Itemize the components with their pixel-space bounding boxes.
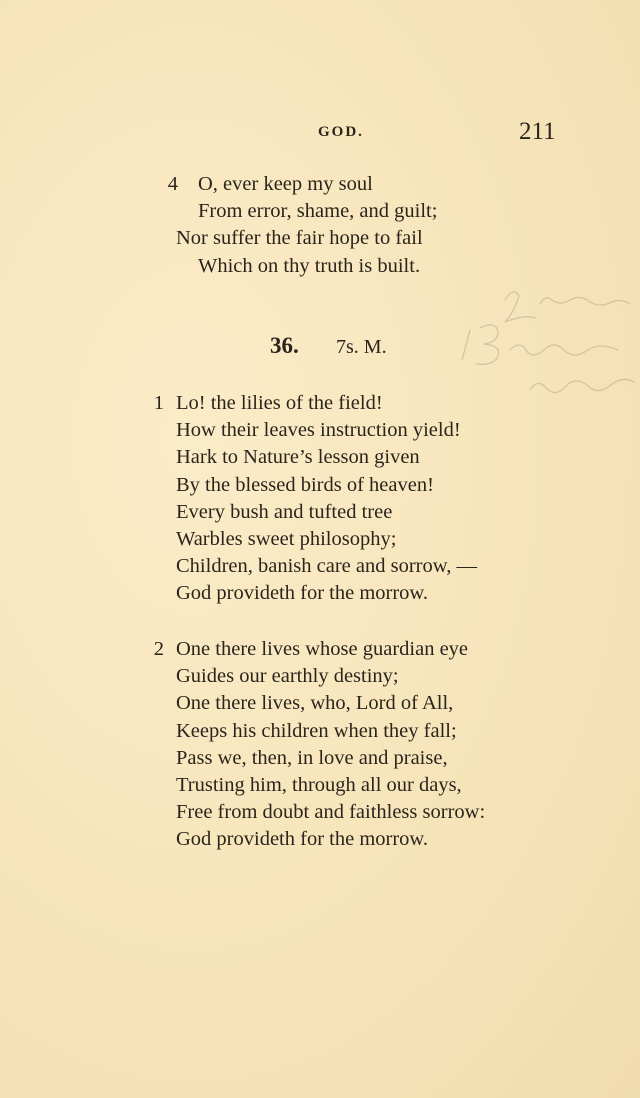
verse-line: 1 Lo! the lilies of the field!: [0, 390, 640, 417]
stanza-number: 2: [153, 638, 164, 660]
verse-line: From error, shame, and guilt;: [198, 200, 438, 223]
stanza-2: [0, 636, 640, 854]
verse-line: Pass we, then, in love and praise,: [176, 746, 448, 769]
verse-line: 2 One there lives whose guardian eye: [0, 636, 640, 663]
verse-line: Children, banish care and sorrow, —: [176, 555, 477, 578]
verse-line: How their leaves instruction yield!: [176, 419, 461, 442]
verse-line: Which on thy truth is built.: [198, 254, 421, 277]
stanza-4: [0, 171, 640, 280]
verse-line: 4 O, ever keep my soul: [0, 171, 640, 198]
verse-line: Hark to Nature’s lesson given: [176, 446, 420, 469]
verse-line: By the blessed birds of heaven!: [176, 473, 434, 496]
hymn-meter: 7s. M.: [336, 336, 387, 358]
verse-line: Warbles sweet philosophy;: [176, 527, 397, 550]
verse-line: Every bush and tufted tree: [176, 500, 393, 523]
verse-line: God provideth for the morrow.: [176, 828, 429, 851]
verse-line: Free from doubt and faithless sorrow:: [176, 801, 486, 824]
verse-line: Nor suffer the fair hope to fail: [176, 227, 423, 250]
running-head: [0, 118, 640, 148]
running-title: GOD.: [318, 124, 364, 140]
stanza-1: [0, 390, 640, 608]
page-number: 211: [519, 118, 556, 145]
verse-line: Keeps his children when they fall;: [176, 719, 457, 742]
verse-line: One there lives, who, Lord of All,: [176, 692, 454, 715]
stanza-number: 4: [167, 173, 178, 195]
stanza-number: 1: [153, 392, 164, 414]
verse-line: Guides our earthly destiny;: [176, 665, 399, 688]
verse-line: God provideth for the morrow.: [176, 582, 429, 605]
hymn-number: 36.: [270, 333, 299, 358]
verse-line: Trusting him, through all our days,: [176, 773, 462, 796]
